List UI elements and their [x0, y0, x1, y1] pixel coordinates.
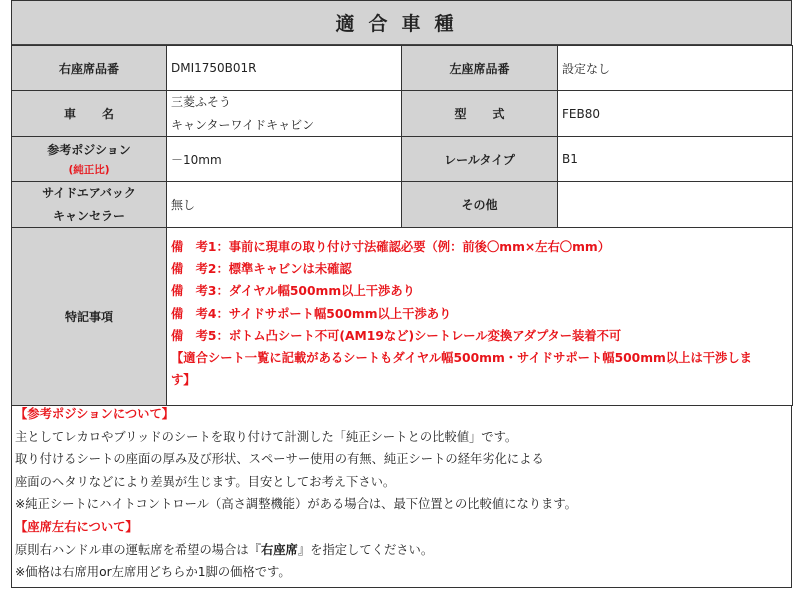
table-row — [12, 137, 793, 182]
vehicle-maker: 三菱ふそう — [171, 95, 232, 109]
vehicle-name-label — [12, 91, 167, 137]
table-row — [12, 182, 793, 228]
seat-side-prefix: 原則右ハンドル車の運転席を希望の場合は『 — [15, 542, 261, 557]
note-warning-line1: 【適合シート一覧に記載があるシートもダイヤル幅500mm・サイドサポート幅500mm以上は干渉しま — [171, 351, 752, 366]
model-code-label-text: 型式 — [454, 107, 531, 121]
reference-position-label-text: 参考ポジション — [47, 143, 131, 157]
reference-position-label — [12, 137, 167, 182]
rail-type-label: レールタイプ — [402, 137, 558, 182]
note-4: 備 考4：サイドサポート幅500mm以上干渉あり — [171, 306, 452, 321]
other-label: その他 — [402, 182, 558, 228]
position-heading: 【参考ポジションについて】 — [15, 407, 175, 421]
note-5: 備 考5：ボトム凸シート不可(AM19など)シートレール変換アダプター装着不可 — [171, 328, 622, 343]
model-code-label — [402, 91, 558, 137]
note-2: 備 考2：標準キャビンは未確認 — [171, 262, 352, 277]
table-row — [12, 228, 793, 406]
footer-notes — [12, 403, 791, 584]
left-seat-part-value: 設定なし — [558, 46, 793, 91]
model-code-value: FEB80 — [558, 91, 793, 137]
other-value — [558, 182, 793, 228]
vehicle-name-label-text: 車名 — [63, 107, 140, 121]
right-seat-part-label: 右座席品番 — [12, 46, 167, 91]
position-line-4: ※純正シートにハイトコントロール（高さ調整機能）がある場合は、最下位置との比較値になります。 — [15, 497, 577, 512]
note-warning-line2: す】 — [171, 373, 196, 388]
special-notes-label: 特記事項 — [12, 228, 167, 406]
table-row — [12, 46, 793, 91]
seat-side-line — [15, 539, 788, 562]
rail-type-value: B1 — [558, 137, 793, 182]
note-3: 備 考3：ダイヤル幅500mm以上干渉あり — [171, 284, 415, 299]
airbag-canceller-label — [12, 182, 167, 228]
position-line-1: 主としてレカロやブリッドのシートを取り付けて計測した「純正シートとの比較値」です。 — [15, 429, 518, 444]
position-line-2: 取り付けるシートの座面の厚み及び形状、スペーサー使用の有無、純正シートの経年劣化による — [15, 452, 544, 467]
seat-side-heading: 【座席左右について】 — [15, 519, 138, 534]
airbag-canceller-label-line2: キャンセラー — [52, 208, 125, 223]
seat-side-suffix: 』を指定してください。 — [297, 542, 434, 557]
position-line-3: 座面のヘタリなどにより差異が生じます。目安としてお考え下さい。 — [15, 474, 396, 489]
compatibility-table — [11, 45, 793, 406]
note-1: 備 考1：事前に現車の取り付け寸法確認必要（例：前後〇mm×左右〇mm） — [171, 240, 611, 254]
table-row — [12, 91, 793, 137]
vehicle-name-value — [167, 91, 402, 137]
right-seat-part-value: DMI1750B01R — [167, 46, 402, 91]
left-seat-part-label: 左座席品番 — [402, 46, 558, 91]
airbag-canceller-value: 無し — [167, 182, 402, 228]
seat-side-bold: 右座席 — [260, 542, 298, 557]
reference-position-value: －10mm — [167, 137, 402, 182]
reference-position-sublabel: (純正比) — [68, 164, 110, 176]
special-notes-content — [167, 228, 793, 406]
airbag-canceller-label-line1: サイドエアバック — [42, 186, 136, 200]
price-line: ※価格は右席用or左席用どちらか1脚の価格です。 — [15, 565, 291, 580]
page-title: 適合車種 — [11, 0, 792, 46]
vehicle-model: キャンターワイドキャビン — [171, 117, 315, 132]
